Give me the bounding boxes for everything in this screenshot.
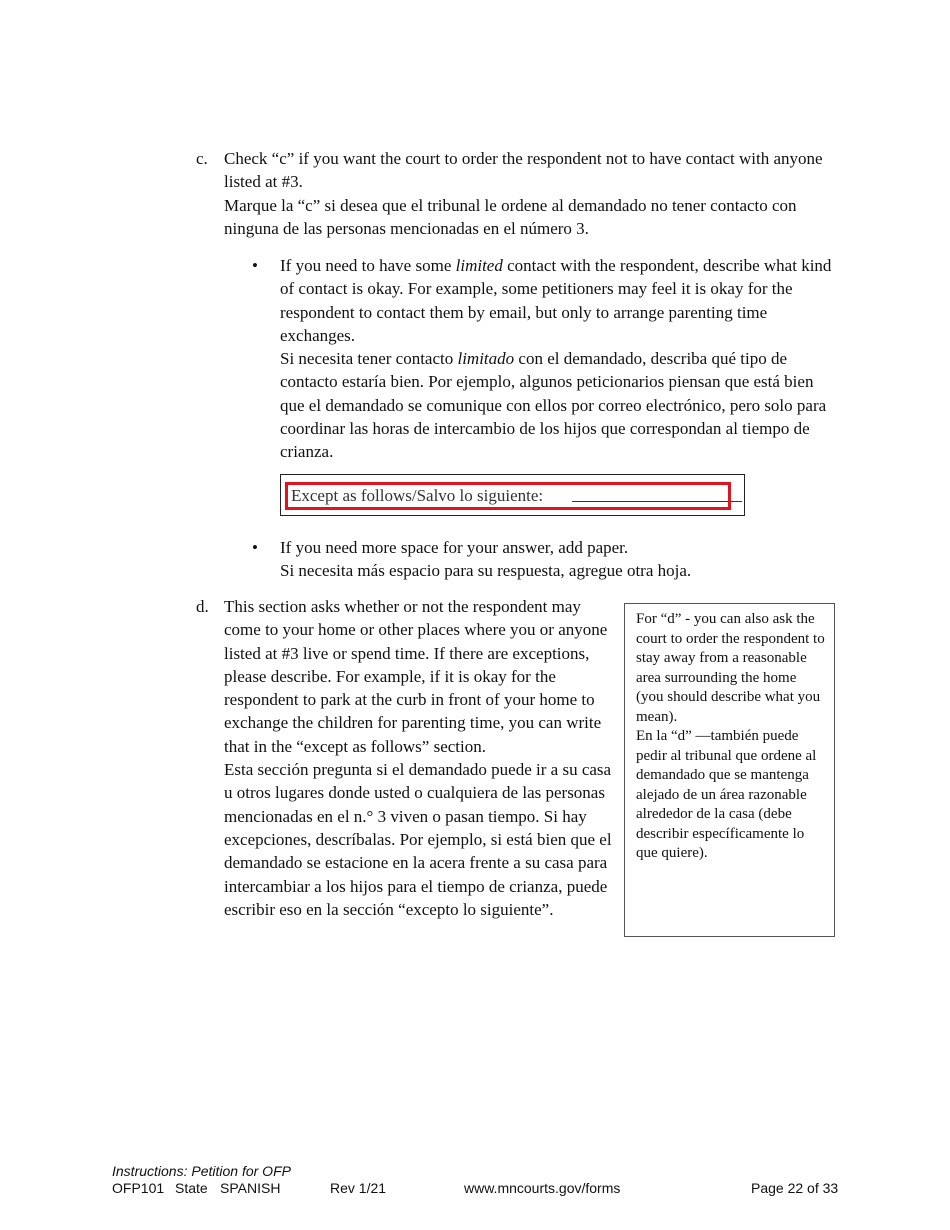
footer-state: State — [175, 1180, 208, 1196]
bullet-limited-contact-spanish — [280, 347, 840, 463]
text-fragment: If you need to have some — [280, 256, 456, 275]
side-note-english: For “d” - you can also ask the court to order the respondent to stay away from a reasonable area surrounding the home (you should describe what you mean). — [636, 611, 825, 725]
emphasis-limited: limited — [455, 256, 503, 275]
footer-revision: Rev 1/21 — [330, 1180, 387, 1196]
bullet-icon: • — [252, 256, 258, 275]
side-note-spanish: En la “d” —también puede pedir al tribunal que ordene al demandado que se mantenga alejado de un área razonable alrededor de la casa (debe describir específicamente lo que quiere). — [636, 728, 817, 861]
section-d-marker: d. — [196, 597, 209, 616]
footer-page-number: Page 22 of 33 — [751, 1180, 839, 1196]
bullet-more-space-spanish: Si necesita más espacio para su respuesta, agregue otra hoja. — [280, 561, 692, 581]
section-c-text — [224, 147, 834, 240]
text-fragment: con el demandado, describa qué tipo de contacto estaría bien. Por ejemplo, algunos peticionarios piensan que está bien que el demandado se comunique con ellos por correo electrónico, pero solo para coordinar las horas de intercambio de los hijos que correspondan al tiempo de crianza. — [280, 349, 827, 462]
footer-form-code: OFP101 — [112, 1180, 165, 1196]
exception-field-label: Except as follows/Salvo lo siguiente: — [291, 486, 544, 505]
text-fragment: Si necesita tener contacto — [280, 349, 458, 369]
section-d-text — [224, 595, 612, 921]
section-c-english: Check “c” if you want the court to order the respondent not to have contact with anyone listed at #3. — [224, 149, 823, 192]
footer-url: www.mncourts.gov/forms — [464, 1180, 621, 1196]
footer-title: Instructions: Petition for OFP — [112, 1163, 291, 1179]
section-c-marker: c. — [196, 149, 208, 168]
section-d-spanish: Esta sección pregunta si el demandado puede ir a su casa u otros lugares donde usted o cualquiera de las personas mencionadas en el n.° 3 viven o pasan tiempo. Si hay excepciones, descríbalas. Por ejemplo, si está bien que el demandado se estacione en la acera frente a su casa para intercambiar a los hijos para el tiempo de crianza, puede escribir eso en la sección “excepto lo siguiente”. — [224, 760, 612, 919]
emphasis-limitado: limitado — [457, 349, 515, 369]
exception-field-highlight — [285, 482, 731, 510]
text-fragment: contact with the respondent, describe what kind of contact is okay. For example, some petitioners may feel it is okay for the respondent to contact them by email, but only to arrange parenting time exchanges. — [280, 256, 832, 345]
footer-language: SPANISH — [220, 1180, 281, 1196]
bullet-more-space-english: If you need more space for your answer, add paper. — [280, 538, 629, 557]
section-c-spanish: Marque la “c” si desea que el tribunal le ordene al demandado no tener contacto con ninguna de las personas mencionadas en el número 3. — [224, 195, 797, 238]
bullet-limited-contact — [280, 254, 840, 464]
bullet-limited-contact-english — [280, 254, 840, 347]
bullet-more-space — [280, 536, 840, 583]
side-note-box — [624, 603, 835, 937]
bullet-icon: • — [252, 538, 258, 557]
section-d-english: This section asks whether or not the respondent may come to your home or other places where you or anyone listed at #3 live or spend time. If there are exceptions, please describe. For example, if it is okay for the respondent to park at the curb in front of your home to exchange the children for parenting time, you can write that in the “except as follows” section. — [224, 597, 608, 756]
